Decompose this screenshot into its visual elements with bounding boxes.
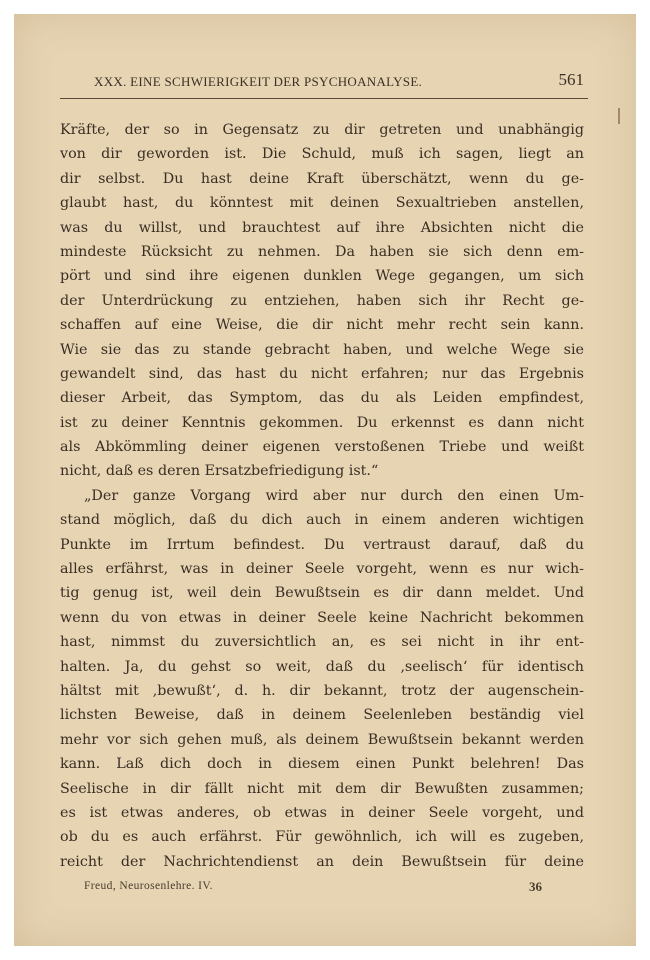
text-line: Wie sie das zu stande gebracht haben, und welche Wege sie: [60, 341, 584, 358]
text-line: Kräfte, der so in Gegensatz zu dir getreten und unabhängig: [60, 122, 584, 138]
sheet-signature: Freud, Neurosenlehre. IV.: [84, 880, 213, 892]
text-line: gewandelt sind, das hast du nicht erfahren; nur das Ergebnis: [60, 365, 584, 382]
text-line: dieser Arbeit, das Symptom, das du als Leiden empfindest,: [60, 390, 584, 407]
text-line: hast, nimmst du zuversichtlich an, es sei nicht in ihr ent-: [60, 634, 584, 651]
body-text: [60, 118, 584, 874]
sheet-number: 36: [529, 879, 542, 894]
text-line: dir selbst. Du hast deine Kraft überschätzt, wenn du ge-: [60, 170, 584, 187]
text-line: schaffen auf eine Weise, die dir nicht mehr recht sein kann.: [60, 317, 584, 334]
text-line: es ist etwas anderes, ob etwas in deiner Seele vorgeht, und: [60, 804, 584, 821]
text-line: ist zu deiner Kenntnis gekommen. Du erkennst es dann nicht: [60, 414, 584, 431]
paragraph-start-line: „Der ganze Vorgang wird aber nur durch den einen Um-: [84, 487, 584, 504]
text-line: mindeste Rücksicht zu nehmen. Da haben sie sich denn em-: [60, 243, 584, 260]
text-line: halten. Ja, du gehst so weit, daß du ‚seelisch‘ für identisch: [60, 658, 584, 675]
text-line: Punkte im Irrtum befindest. Du vertraust darauf, daß du: [60, 536, 584, 553]
text-line: der Unterdrückung zu entziehen, haben sich ihr Recht ge-: [60, 292, 584, 309]
text-line: wenn du von etwas in deiner Seele keine Nachricht bekommen: [60, 609, 584, 626]
text-line: als Abkömmling deiner eigenen verstoßenen Triebe und weißt: [60, 439, 584, 456]
text-line: von dir geworden ist. Die Schuld, muß ich sagen, liegt an: [60, 146, 584, 163]
text-line: pört und sind ihre eigenen dunklen Wege gegangen, um sich: [60, 268, 584, 285]
page-header: [60, 70, 588, 99]
text-line: lichsten Beweise, daß in deinem Seelenleben beständig viel: [60, 707, 584, 724]
text-line: alles erfährst, was in deiner Seele vorgeht, wenn es nur wich-: [60, 561, 584, 578]
text-line: tig genug ist, weil dein Bewußtsein es dir dann meldet. Und: [60, 585, 584, 602]
text-line: stand möglich, daß du dich auch in einem anderen wichtigen: [60, 512, 584, 529]
page-number: 561: [558, 70, 584, 89]
page-footer: [84, 880, 544, 900]
text-line: reicht der Nachrichtendienst an dein Bewußtsein für deine: [60, 853, 584, 870]
paragraph-end-line: nicht, daß es deren Ersatzbefriedigung ist.“: [60, 463, 379, 480]
text-line: ob du es auch erfährst. Für gewöhnlich, ich will es zugeben,: [60, 829, 584, 846]
margin-mark: [618, 108, 620, 124]
book-page: [14, 14, 636, 946]
text-line: Seelische in dir fällt nicht mit dem dir Bewußten zusammen;: [60, 780, 584, 797]
text-line: hältst mit ‚bewußt‘, d. h. dir bekannt, trotz der augenschein-: [60, 682, 584, 699]
text-line: glaubt hast, du könntest mit deinen Sexualtrieben anstellen,: [60, 195, 584, 212]
text-line: was du willst, und brauchtest auf ihre Absichten nicht die: [60, 219, 584, 236]
text-line: mehr vor sich gehen muß, als deinem Bewußtsein bekannt werden: [60, 731, 584, 748]
text-line: kann. Laß dich doch in diesem einen Punkt belehren! Das: [60, 756, 584, 773]
running-head: XXX. EINE SCHWIERIGKEIT DER PSYCHOANALYSE.: [94, 74, 423, 89]
